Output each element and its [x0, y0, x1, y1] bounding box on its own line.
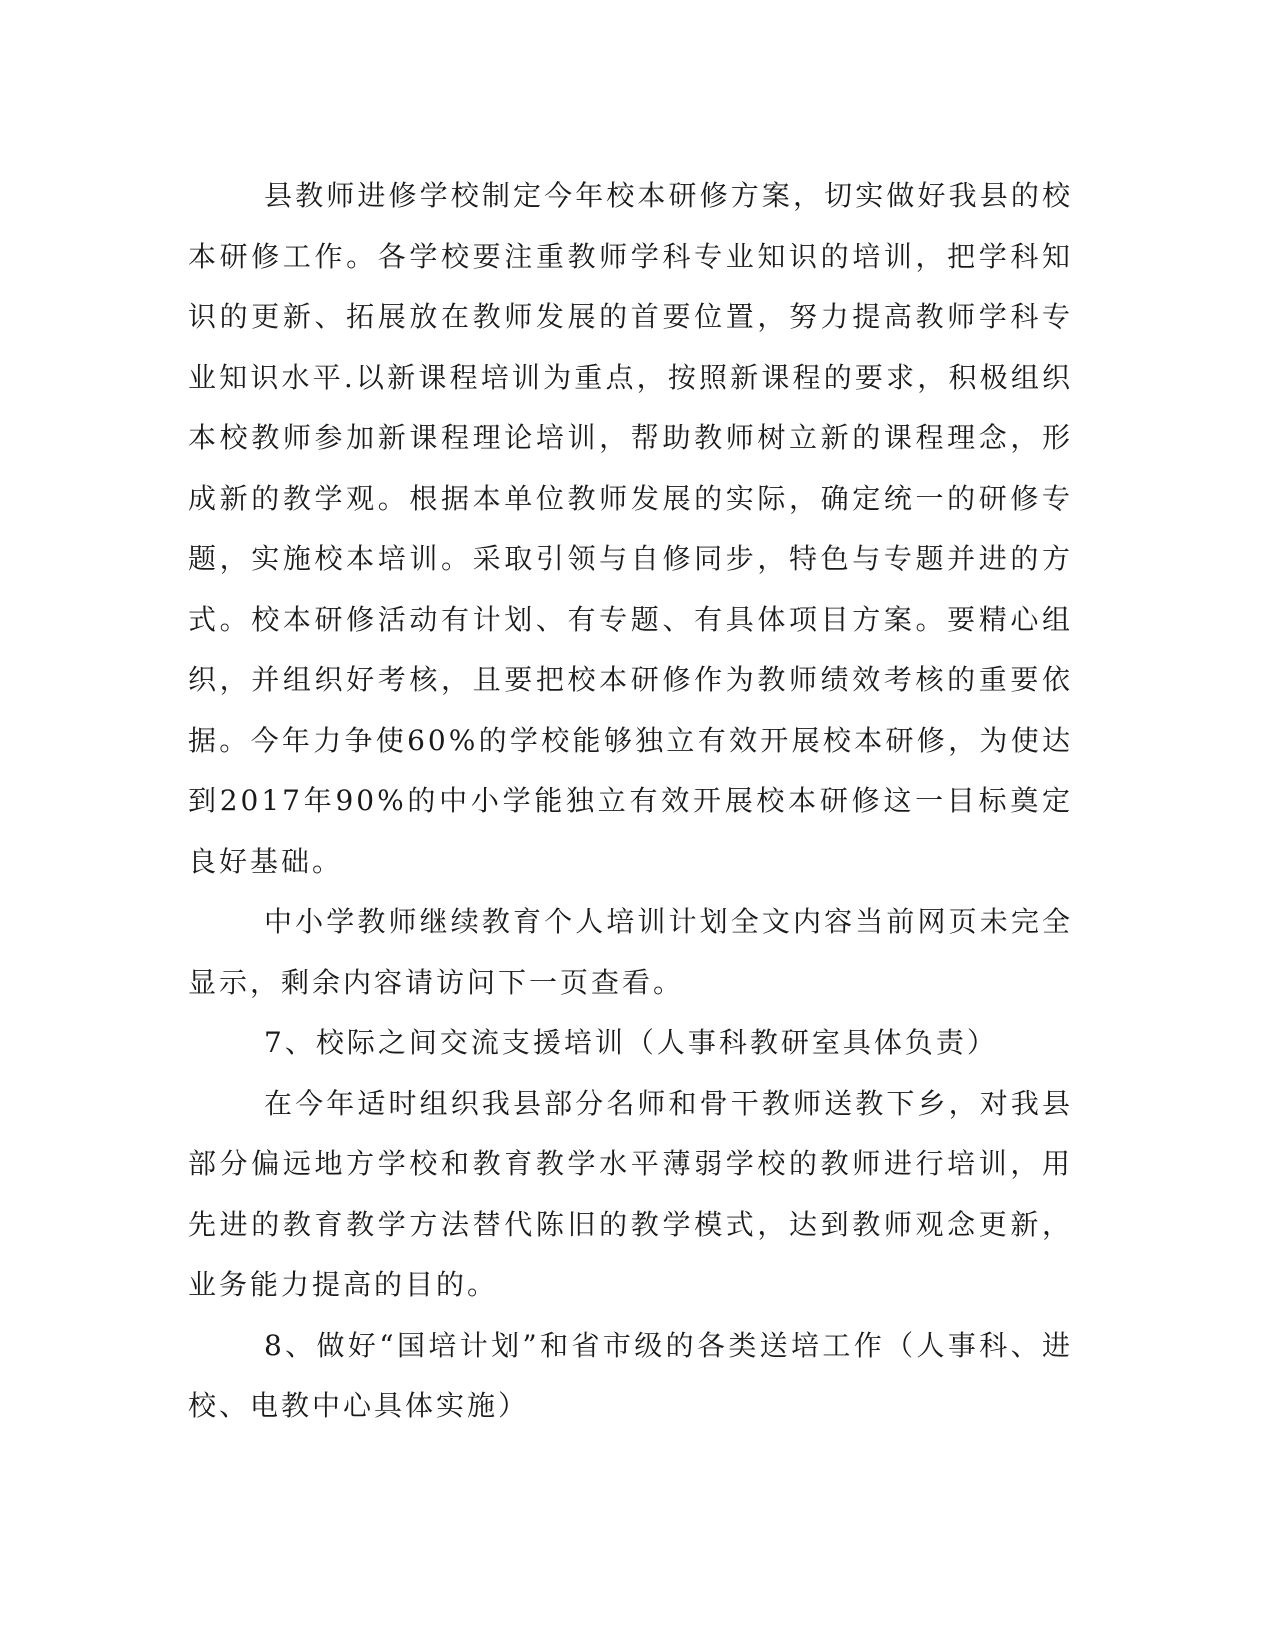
- paragraph-page-notice: 中小学教师继续教育个人培训计划全文内容当前网页未完全显示，剩余内容请访问下一页查看。: [188, 905, 1073, 999]
- document-body: [188, 166, 1073, 1437]
- paragraph-send-teaching: 在今年适时组织我县部分名师和骨干教师送教下乡，对我县部分偏远地方学校和教育教学水平薄弱学校的教师进行培训，用先进的教育教学方法替代陈旧的教学模式，达到教师观念更新，业务能力提高的目的。: [188, 1086, 1073, 1301]
- paragraph-heading-8: 8、做好“国培计划”和省市级的各类送培工作（人事科、进校、电教中心具体实施）: [188, 1328, 1073, 1422]
- paragraph-heading-7: 7、校际之间交流支援培训（人事科教研室具体负责）: [264, 1026, 998, 1059]
- paragraph-school-training: 县教师进修学校制定今年校本研修方案，切实做好我县的校本研修工作。各学校要注重教师学科专业知识的培训，把学科知识的更新、拓展放在教师发展的首要位置，努力提高教师学科专业知识水平.以新课程培训为重点，按照新课程的要求，积极组织本校教师参加新课程理论培训，帮助教师树立新的课程理念，形成新的教学观。根据本单位教师发展的实际，确定统一的研修专题，实施校本培训。采取引领与自修同步，特色与专题并进的方式。校本研修活动有计划、有专题、有具体项目方案。要精心组织，并组织好考核，且要把校本研修作为教师绩效考核的重要依据。今年力争使60%的学校能够独立有效开展校本研修，为使达到2017年90%的中小学能独立有效开展校本研修这一目标奠定良好基础。: [188, 179, 1073, 878]
